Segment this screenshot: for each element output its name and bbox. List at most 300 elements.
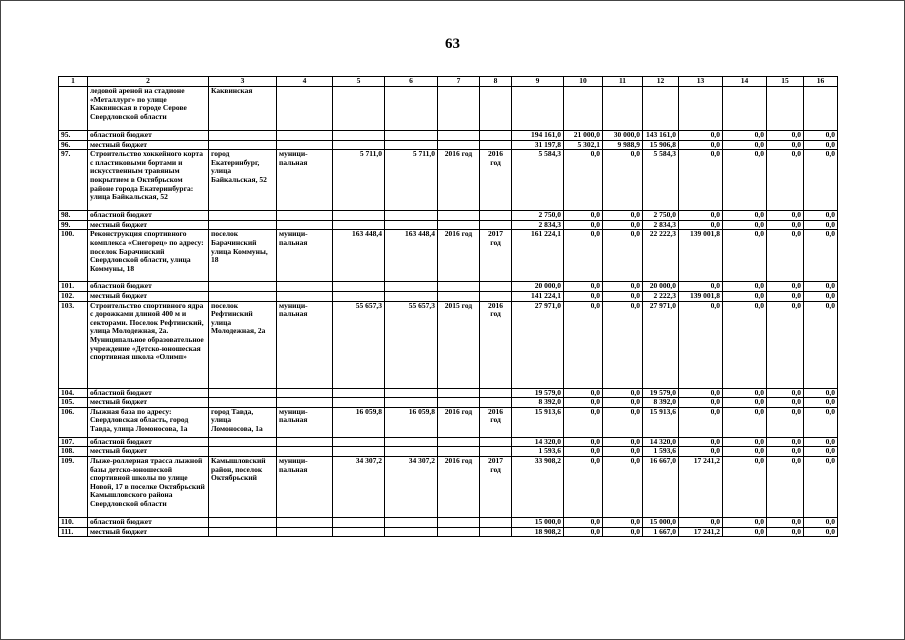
cell-end-year: [480, 220, 512, 230]
cell-end-year: [480, 398, 512, 408]
cell-col9: 8 392,0: [512, 398, 564, 408]
cell-col14: 0,0: [723, 447, 767, 457]
row-ownership: [277, 211, 333, 221]
row-ownership: [277, 517, 333, 527]
cell-col5: [333, 87, 385, 131]
cell-col9: 27 971,0: [512, 301, 564, 388]
cell-col12: 1 667,0: [643, 527, 679, 537]
cell-col11: 0,0: [603, 388, 643, 398]
cell-end-year: [480, 87, 512, 131]
cell-end-year: 2016 год: [480, 150, 512, 211]
cell-col12: 22 222,3: [643, 230, 679, 282]
cell-end-year: [480, 388, 512, 398]
cell-col5: [333, 527, 385, 537]
cell-col14: 0,0: [723, 131, 767, 141]
cell-col12: 16 667,0: [643, 456, 679, 517]
cell-end-year: [480, 131, 512, 141]
column-number-row: [59, 77, 838, 87]
column-number: 9: [512, 77, 564, 87]
row-name: Строительство спортивного ядра с дорожками длиной 400 м и секторами. Поселок Рефтинский, улица Молодежная, 2а. Муниципальное образовательное учреждение «Детско-юношеская спортивная школа «Олимп»: [88, 301, 209, 388]
cell-col16: 0,0: [804, 211, 838, 221]
cell-start-year: 2015 год: [438, 301, 480, 388]
cell-col5: [333, 437, 385, 447]
column-number: 6: [385, 77, 438, 87]
cell-col11: [603, 87, 643, 131]
row-address: [209, 131, 277, 141]
cell-col5: 5 711,0: [333, 150, 385, 211]
cell-col5: [333, 291, 385, 301]
cell-col13: 0,0: [679, 407, 723, 437]
cell-col15: 0,0: [767, 282, 804, 292]
cell-col14: 0,0: [723, 150, 767, 211]
cell-col9: 1 593,6: [512, 447, 564, 457]
cell-start-year: 2016 год: [438, 456, 480, 517]
cell-col12: 1 593,6: [643, 447, 679, 457]
cell-col13: 0,0: [679, 447, 723, 457]
cell-col16: 0,0: [804, 230, 838, 282]
page-number: 63: [445, 36, 460, 52]
cell-end-year: [480, 211, 512, 221]
table-row: [59, 282, 838, 292]
cell-col9: 5 584,3: [512, 150, 564, 211]
cell-col12: 27 971,0: [643, 301, 679, 388]
cell-col10: 0,0: [564, 220, 603, 230]
cell-col5: [333, 140, 385, 150]
cell-col16: 0,0: [804, 131, 838, 141]
cell-col11: 0,0: [603, 447, 643, 457]
cell-col14: [723, 87, 767, 131]
cell-col15: 0,0: [767, 150, 804, 211]
cell-col6: [385, 388, 438, 398]
cell-col16: [804, 87, 838, 131]
cell-col15: 0,0: [767, 291, 804, 301]
row-ownership: [277, 398, 333, 408]
table-row: [59, 388, 838, 398]
row-name: Лыже-роллерная трасса лыжной базы детско-юношеской спортивной школы по улице Новой, 17 в поселке Октябрьский Камышловского района Свердловской области: [88, 456, 209, 517]
cell-col11: 0,0: [603, 220, 643, 230]
cell-col12: 2 834,3: [643, 220, 679, 230]
row-name: областной бюджет: [88, 282, 209, 292]
cell-col15: 0,0: [767, 517, 804, 527]
cell-col10: 0,0: [564, 291, 603, 301]
table-row: [59, 398, 838, 408]
cell-col15: 0,0: [767, 437, 804, 447]
row-name: местный бюджет: [88, 220, 209, 230]
cell-col6: [385, 282, 438, 292]
cell-col13: 0,0: [679, 131, 723, 141]
column-number: 14: [723, 77, 767, 87]
cell-col11: 0,0: [603, 456, 643, 517]
cell-start-year: [438, 437, 480, 447]
cell-col13: 139 001,8: [679, 230, 723, 282]
row-address: [209, 211, 277, 221]
cell-end-year: [480, 140, 512, 150]
cell-col5: [333, 131, 385, 141]
cell-col13: [679, 87, 723, 131]
row-address: Камышловский район, поселок Октябрьский: [209, 456, 277, 517]
cell-col9: 20 000,0: [512, 282, 564, 292]
row-name: областной бюджет: [88, 517, 209, 527]
row-name: областной бюджет: [88, 388, 209, 398]
row-ownership: [277, 437, 333, 447]
cell-col15: 0,0: [767, 301, 804, 388]
cell-col10: 0,0: [564, 407, 603, 437]
row-name: областной бюджет: [88, 131, 209, 141]
table-row: [59, 150, 838, 211]
cell-col9: 2 750,0: [512, 211, 564, 221]
cell-col13: 0,0: [679, 140, 723, 150]
cell-start-year: [438, 282, 480, 292]
row-address: [209, 220, 277, 230]
row-ownership: муници-пальная: [277, 150, 333, 211]
cell-col13: 0,0: [679, 398, 723, 408]
cell-col6: [385, 527, 438, 537]
cell-col6: 55 657,3: [385, 301, 438, 388]
cell-col10: 0,0: [564, 456, 603, 517]
cell-end-year: [480, 437, 512, 447]
cell-col6: 34 307,2: [385, 456, 438, 517]
cell-start-year: [438, 388, 480, 398]
table-row: [59, 220, 838, 230]
cell-col10: 0,0: [564, 211, 603, 221]
cell-start-year: [438, 220, 480, 230]
cell-end-year: 2017 год: [480, 456, 512, 517]
cell-col12: 15 913,6: [643, 407, 679, 437]
cell-col16: 0,0: [804, 456, 838, 517]
cell-col6: [385, 291, 438, 301]
row-address: город Тавда, улица Ломоносова, 1а: [209, 407, 277, 437]
cell-col11: 0,0: [603, 211, 643, 221]
cell-col15: 0,0: [767, 211, 804, 221]
cell-col13: 0,0: [679, 282, 723, 292]
cell-col14: 0,0: [723, 527, 767, 537]
cell-col10: 0,0: [564, 447, 603, 457]
cell-start-year: [438, 398, 480, 408]
cell-col5: 55 657,3: [333, 301, 385, 388]
row-ownership: [277, 527, 333, 537]
cell-col12: 15 000,0: [643, 517, 679, 527]
row-name: Реконструкция спортивного комплекса «Снегорец» по адресу: поселок Барачинский Свердловской области, улица Коммуны, 18: [88, 230, 209, 282]
row-address: [209, 437, 277, 447]
cell-col12: 2 750,0: [643, 211, 679, 221]
cell-col12: 15 906,8: [643, 140, 679, 150]
table-row: [59, 131, 838, 141]
cell-col5: [333, 388, 385, 398]
cell-col15: [767, 87, 804, 131]
cell-col14: 0,0: [723, 517, 767, 527]
cell-col16: 0,0: [804, 282, 838, 292]
column-number: 1: [59, 77, 88, 87]
cell-col10: 0,0: [564, 301, 603, 388]
row-ownership: [277, 220, 333, 230]
cell-col14: 0,0: [723, 398, 767, 408]
cell-end-year: [480, 517, 512, 527]
cell-col9: [512, 87, 564, 131]
cell-col14: 0,0: [723, 437, 767, 447]
column-number: 16: [804, 77, 838, 87]
table-row: [59, 140, 838, 150]
cell-col10: 0,0: [564, 398, 603, 408]
row-ownership: [277, 447, 333, 457]
cell-col13: 17 241,2: [679, 456, 723, 517]
cell-start-year: [438, 291, 480, 301]
cell-col6: [385, 220, 438, 230]
row-name: местный бюджет: [88, 447, 209, 457]
row-name: местный бюджет: [88, 291, 209, 301]
table-body: [59, 77, 838, 537]
cell-col10: 0,0: [564, 150, 603, 211]
column-number: 13: [679, 77, 723, 87]
cell-col12: 14 320,0: [643, 437, 679, 447]
cell-col6: [385, 131, 438, 141]
cell-col12: 8 392,0: [643, 398, 679, 408]
cell-col13: 17 241,2: [679, 527, 723, 537]
cell-col11: 0,0: [603, 407, 643, 437]
cell-col10: 0,0: [564, 388, 603, 398]
cell-col12: 20 000,0: [643, 282, 679, 292]
column-number: 11: [603, 77, 643, 87]
cell-col16: 0,0: [804, 140, 838, 150]
cell-end-year: [480, 527, 512, 537]
cell-col6: 16 059,8: [385, 407, 438, 437]
cell-start-year: [438, 517, 480, 527]
cell-col16: 0,0: [804, 527, 838, 537]
row-number: 100.: [59, 230, 88, 282]
row-number: 111.: [59, 527, 88, 537]
row-number: 108.: [59, 447, 88, 457]
row-number: 105.: [59, 398, 88, 408]
cell-col15: 0,0: [767, 407, 804, 437]
cell-col14: 0,0: [723, 211, 767, 221]
cell-col13: 139 001,8: [679, 291, 723, 301]
row-name: областной бюджет: [88, 437, 209, 447]
cell-start-year: [438, 140, 480, 150]
cell-col10: 0,0: [564, 230, 603, 282]
cell-start-year: [438, 131, 480, 141]
cell-col13: 0,0: [679, 517, 723, 527]
cell-col5: [333, 220, 385, 230]
budget-table: [58, 76, 838, 537]
cell-col11: 0,0: [603, 437, 643, 447]
row-address: [209, 291, 277, 301]
row-address: поселок Барачинский улица Коммуны, 18: [209, 230, 277, 282]
cell-col9: 33 908,2: [512, 456, 564, 517]
cell-col16: 0,0: [804, 447, 838, 457]
cell-col11: 0,0: [603, 230, 643, 282]
cell-col5: [333, 447, 385, 457]
cell-col6: [385, 211, 438, 221]
cell-col14: 0,0: [723, 140, 767, 150]
cell-col13: 0,0: [679, 211, 723, 221]
cell-col9: 194 161,0: [512, 131, 564, 141]
cell-col14: 0,0: [723, 456, 767, 517]
row-ownership: муници-пальная: [277, 230, 333, 282]
row-ownership: муници-пальная: [277, 407, 333, 437]
cell-col10: 0,0: [564, 527, 603, 537]
cell-col10: [564, 87, 603, 131]
cell-col9: 31 197,8: [512, 140, 564, 150]
cell-col14: 0,0: [723, 282, 767, 292]
cell-col11: 0,0: [603, 517, 643, 527]
column-number: 7: [438, 77, 480, 87]
row-address: Каквинская: [209, 87, 277, 131]
table-row: [59, 527, 838, 537]
cell-start-year: 2016 год: [438, 150, 480, 211]
cell-col12: 2 222,3: [643, 291, 679, 301]
table-row: [59, 517, 838, 527]
cell-col11: 0,0: [603, 527, 643, 537]
cell-start-year: [438, 87, 480, 131]
cell-end-year: 2017 год: [480, 230, 512, 282]
cell-col6: [385, 517, 438, 527]
row-address: поселок Рефтинский улица Молодежная, 2а: [209, 301, 277, 388]
column-number: 3: [209, 77, 277, 87]
cell-start-year: [438, 211, 480, 221]
cell-col6: 5 711,0: [385, 150, 438, 211]
column-number: 12: [643, 77, 679, 87]
cell-col15: 0,0: [767, 388, 804, 398]
cell-col14: 0,0: [723, 388, 767, 398]
row-number: 107.: [59, 437, 88, 447]
cell-col5: [333, 282, 385, 292]
cell-col12: 5 584,3: [643, 150, 679, 211]
row-ownership: [277, 131, 333, 141]
cell-end-year: [480, 447, 512, 457]
cell-col6: [385, 398, 438, 408]
cell-col16: 0,0: [804, 398, 838, 408]
row-ownership: [277, 291, 333, 301]
row-number: 109.: [59, 456, 88, 517]
row-number: 102.: [59, 291, 88, 301]
cell-col16: 0,0: [804, 220, 838, 230]
row-address: город Екатеринбург, улица Байкальская, 52: [209, 150, 277, 211]
cell-col9: 14 320,0: [512, 437, 564, 447]
cell-end-year: 2016 год: [480, 301, 512, 388]
table-row: [59, 301, 838, 388]
row-name: местный бюджет: [88, 140, 209, 150]
table-row: [59, 437, 838, 447]
cell-col16: 0,0: [804, 150, 838, 211]
cell-start-year: 2016 год: [438, 230, 480, 282]
cell-col10: 0,0: [564, 517, 603, 527]
row-number: 96.: [59, 140, 88, 150]
cell-col9: 141 224,1: [512, 291, 564, 301]
row-ownership: [277, 388, 333, 398]
cell-col15: 0,0: [767, 456, 804, 517]
cell-col13: 0,0: [679, 388, 723, 398]
row-number: 99.: [59, 220, 88, 230]
cell-col13: 0,0: [679, 150, 723, 211]
cell-col16: 0,0: [804, 437, 838, 447]
cell-start-year: [438, 447, 480, 457]
cell-col9: 15 000,0: [512, 517, 564, 527]
row-address: [209, 140, 277, 150]
row-address: [209, 447, 277, 457]
row-name: ледовой ареной на стадионе «Металлург» по улице Каквинская в городе Серове Свердловской области: [88, 87, 209, 131]
cell-col12: [643, 87, 679, 131]
cell-col14: 0,0: [723, 291, 767, 301]
column-number: 8: [480, 77, 512, 87]
cell-col5: 16 059,8: [333, 407, 385, 437]
cell-col16: 0,0: [804, 517, 838, 527]
cell-col6: [385, 87, 438, 131]
row-address: [209, 517, 277, 527]
cell-start-year: 2016 год: [438, 407, 480, 437]
cell-col13: 0,0: [679, 220, 723, 230]
cell-col11: 0,0: [603, 282, 643, 292]
cell-col16: 0,0: [804, 301, 838, 388]
cell-col9: 161 224,1: [512, 230, 564, 282]
table-row: [59, 456, 838, 517]
table-row: [59, 447, 838, 457]
cell-col10: 0,0: [564, 437, 603, 447]
table-row: [59, 87, 838, 131]
cell-col14: 0,0: [723, 220, 767, 230]
cell-col12: 19 579,0: [643, 388, 679, 398]
row-number: 101.: [59, 282, 88, 292]
row-ownership: муници-пальная: [277, 456, 333, 517]
row-name: областной бюджет: [88, 211, 209, 221]
table-row: [59, 291, 838, 301]
cell-col6: [385, 447, 438, 457]
cell-col16: 0,0: [804, 291, 838, 301]
row-ownership: [277, 282, 333, 292]
row-ownership: муници-пальная: [277, 301, 333, 388]
row-name: Лыжная база по адресу: Свердловская область, город Тавда, улица Ломоносова, 1а: [88, 407, 209, 437]
column-number: 10: [564, 77, 603, 87]
cell-col11: 0,0: [603, 301, 643, 388]
cell-col6: 163 448,4: [385, 230, 438, 282]
column-number: 15: [767, 77, 804, 87]
cell-col5: [333, 211, 385, 221]
cell-col16: 0,0: [804, 388, 838, 398]
table-row: [59, 230, 838, 282]
row-number: 103.: [59, 301, 88, 388]
row-name: местный бюджет: [88, 398, 209, 408]
cell-col9: 18 908,2: [512, 527, 564, 537]
column-number: 2: [88, 77, 209, 87]
cell-col6: [385, 437, 438, 447]
row-number: 110.: [59, 517, 88, 527]
row-number: [59, 87, 88, 131]
cell-col14: 0,0: [723, 230, 767, 282]
table-row: [59, 407, 838, 437]
cell-col10: 5 302,1: [564, 140, 603, 150]
cell-col13: 0,0: [679, 437, 723, 447]
row-number: 98.: [59, 211, 88, 221]
cell-col10: 0,0: [564, 282, 603, 292]
cell-end-year: [480, 291, 512, 301]
cell-col15: 0,0: [767, 131, 804, 141]
cell-col5: [333, 398, 385, 408]
cell-col11: 0,0: [603, 398, 643, 408]
column-number: 5: [333, 77, 385, 87]
cell-end-year: [480, 282, 512, 292]
cell-col10: 21 000,0: [564, 131, 603, 141]
cell-col14: 0,0: [723, 301, 767, 388]
cell-start-year: [438, 527, 480, 537]
cell-col11: 0,0: [603, 291, 643, 301]
cell-col16: 0,0: [804, 407, 838, 437]
cell-col9: 19 579,0: [512, 388, 564, 398]
cell-col15: 0,0: [767, 398, 804, 408]
table-row: [59, 211, 838, 221]
cell-col11: 9 988,9: [603, 140, 643, 150]
cell-col15: 0,0: [767, 140, 804, 150]
row-name: Строительство хоккейного корта с пластиковыми бортами и искусственным травяным покрытием в Октябрьском районе города Екатеринбурга: улица Байкальская, 52: [88, 150, 209, 211]
row-ownership: [277, 140, 333, 150]
cell-end-year: 2016 год: [480, 407, 512, 437]
